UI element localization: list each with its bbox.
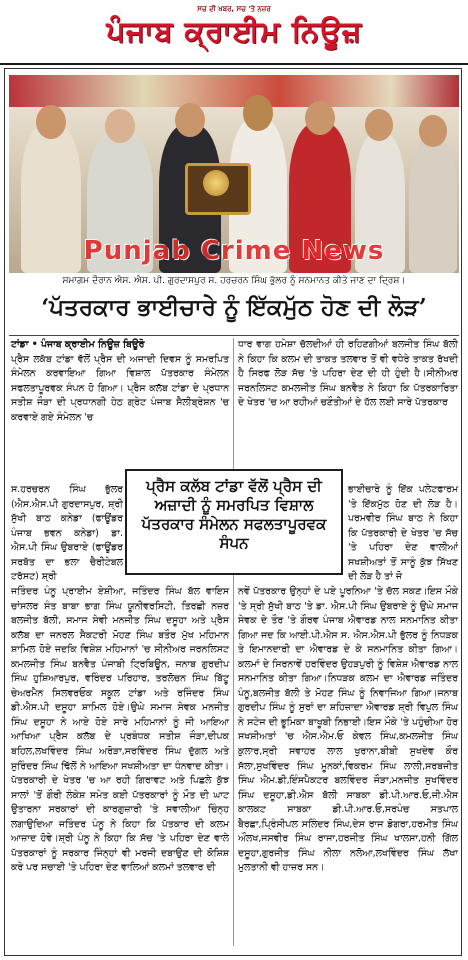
photo-caption: ਸਮਾਗਮ ਦੌਰਾਨ ਐਸ. ਐਸ. ਪੀ. ਗੁਰਦਾਸਪੁਰ ਸ. ਹਰਚਰਨ ਸਿੰਘ ਭੁੱਲਰ ਨੂੰ ਸਨਮਾਨਤ ਕੀਤੇ ਜਾਣ ਦਾ ਦ੍ਰਿਸ਼। (62, 276, 406, 286)
masthead-rule (0, 63, 468, 65)
article-byline: ਟਾਂਡਾ • ਪੰਜਾਬ ਕ੍ਰਾਈਮ ਨਿਊਜ਼ ਬਿਊਰੋ (11, 339, 145, 350)
column-divider (233, 338, 234, 946)
newspaper-logo: ਪੰਜਾਬ ਕ੍ਰਾਈਮ ਨਿਊਜ਼ (106, 14, 362, 48)
article-paragraph: ਧਾਰ ਵਾਗ ਹਮੇਸ਼ਾ ਚੱਲਦੀਆਂ ਹੀ ਰਹਿਣਗੀਆਂ ਬਲਜੀਤ ਸਿੰਘ ਬੱਲੀ ਨੇ ਕਿਹਾ ਕਿ ਕਲਮ ਦੀ ਤਾਕਤ ਤਲਵਾਰ ਤੋਂ ਵੀ ਵਧੇਰੇ ਤਾਕਤ ਰੱਖਦੀ ਹੈ ਸਿਰਫ ਲੋੜ ਸੱਚ 'ਤੇ ਪਹਿਰਾ ਦੇਣ ਦੀ ਹੀ ਹੁੰਦੀ ਹੈ।ਸੀਨੀਅਰ ਜਰਨਲਿਸਟ ਕਮਲਜੀਤ ਸਿੰਘ ਬਨਵੈਤ ਨੇ ਕਿਹਾ ਕਿ ਪੱਤਰਕਾਰਿਤਾ ਦੇ ਖੇਤਰ 'ਚ ਆ ਰਹੀਆਂ ਚਣੌਤੀਆਂ ਦੇ ਹੱਲ ਲਈ ਸਾਰੇ ਪੱਤਰਕਾਰ (238, 339, 458, 409)
article-paragraph-wrap-right: ਭਾਈਚਾਰੇ ਨੂੰ ਇੱਕ ਪਲੇਟਫਾਰਮ 'ਤੇ ਇੱਕਮੁੱਠ ਹੋਣ ਦੀ ਲੋੜ ਹੈ।ਪਰਮਵੀਰ ਸਿੰਘ ਬਾਠ ਨੇ ਕਿਹਾ ਕਿ ਪੱਤਰਕਾਰੀ ਦੇ ਖੇਤਰ 'ਚ ਸੱਚ 'ਤੇ ਪਹਿਰਾ ਦੇਣ ਵਾਲੀਆਂ ਸਖਸ਼ੀਅਤਾਂ ਤੋਂ ਸਾਨੂੰ ਕੁੱਝ ਸਿੱਖਣ ਦੀ ਲੋੜ ਹੈ ਤਾਂ ਜੋ (348, 484, 458, 583)
photo-person-head (365, 109, 393, 141)
event-photo (9, 75, 459, 273)
photo-person-head (419, 115, 447, 147)
photo-person-head (305, 101, 335, 135)
photo-person-head (105, 109, 135, 143)
article-headline: ‘ਪੱਤਰਕਾਰ ਭਾਈਚਾਰੇ ਨੂੰ ਇੱਕਮੁੱਠ ਹੋਣ ਦੀ ਲੋੜ’ (41, 294, 427, 321)
photo-person-head (36, 105, 66, 139)
headline-rule (9, 335, 459, 336)
article-paragraph-wrap-left: ਸ.ਹਰਚਰਨ ਸਿੰਘ ਭੁੱਲਰ (ਐਸ.ਐਸ.ਪੀ ਗੁਰਦਾਸਪੁਰ, ਸ਼੍ਰੀ ਸੁੱਖੀ ਬਾਠ ਕਨੇਡਾ (ਫਾਊਂਡਰ ਪੰਜਾਬ ਭਵਨ ਕਨੇਡਾ) ਡਾ. ਐਸ.ਪੀ ਸਿੰਘ ਉਬਰਾਏ (ਫਾਊਂਡਰ ਸਰਬੱਤ ਦਾ ਭਲਾ ਚੈਰੀਟੇਬਲ ਟਰੱਸਟ) ਸ਼੍ਰੀ (11, 484, 123, 583)
photo-backdrop-banner (9, 75, 459, 107)
article-column-left (11, 338, 229, 425)
award-medal-icon (203, 170, 229, 196)
photo-person-head (175, 103, 205, 137)
photo-person-head (243, 95, 273, 131)
photo-watermark: Punjab Crime News (83, 236, 385, 266)
article-column-right (238, 338, 458, 411)
pull-quote: ਪ੍ਰੈਸ ਕਲੱਬ ਟਾਂਡਾ ਵੱਲੋਂ ਪ੍ਰੈਸ ਦੀ ਅਜ਼ਾਦੀ ਨੂੰ ਸਮਰਪਿਤ ਵਿਸ਼ਾਲ ਪੱਤਰਕਾਰ ਸੰਮੇਲਨ ਸਫਲਤਾਪੂਰਵਕ ਸੰਪਨ (125, 469, 343, 575)
article-paragraph: ਜਤਿੰਦਰ ਪੰਨੂ ਪ੍ਰਾਈਮ ਏਸ਼ੀਆ, ਜਤਿੰਦਰ ਸਿੰਘ ਬੱਲ ਵਾਇਸ ਚਾਂਸਲਰ ਸੰਤ ਬਾਬਾ ਭਾਗ ਸਿੰਘ ਯੂਨੀਵਰਸਿਟੀ, ਤਿਰਛੀ ਨਜ਼ਰ ਬਲਜੀਤ ਬੱਲੀ, ਸਮਾਜ ਸੇਵੀ ਮਨਜੀਤ ਸਿੰਘ ਦਸੂਹਾ ਅਤੇ ਪ੍ਰੈਸ ਕਲੱਬ ਦਾ ਜਨਰਲ ਸੈਕਟਰੀ ਮੋਹਣ ਸਿੰਘ ਬਤੌਰ ਮੁੱਖ ਮਹਿਮਾਨ ਸ਼ਾਮਿਲ ਹੋਏ ਜਦਕਿ ਵਿਸ਼ੇਸ਼ ਮਹਿਮਾਨਾਂ 'ਚ ਸੀਨੀਅਰ ਜਰਨਲਿਸਟ ਕਮਲਜੀਤ ਸਿੰਘ ਬਨਵੈਤ ਪੰਜਾਬੀ ਟ੍ਰਿਬਿਊਨ, ਜਨਾਬ ਗੁਰਦੀਪ ਸਿੰਘ ਹੁਸ਼ਿਆਰਪੁਰ, ਵਰਿੰਦਰ ਪਰਿਹਾਰ, ਤਰਲੋਚਨ ਸਿੰਘ ਬਿੱਟੂ ਚੇਅਰਮੈਨ ਸਿਲਵਰਓਕ ਸਕੂਲ ਟਾਂਡਾ ਅਤੇ ਰਜਿੰਦਰ ਸਿੰਘ ਡੀ.ਐਸ.ਪੀ ਦਸੂਹਾ ਸ਼ਾਮਿਲ ਹੋਏ।ਉਘੇ ਸਮਾਜ ਸੇਵਕ ਮਨਜੀਤ ਸਿੰਘ ਦਸੂਹਾ ਨੇ ਆਏ ਹੋਏ ਸਾਰੇ ਮਹਿਮਾਨਾਂ ਨੂੰ ਜੀ ਆਇਆ ਆਖਿਆ ਪ੍ਰੈਸ ਕਲੱਬ ਦੇ ਪ੍ਰਬੰਧਕ ਸਤੀਸ਼ ਜੌੜਾ,ਦੀਪਕ ਬਹਿਲ,ਲਖਵਿੰਦਰ ਸਿੰਘ ਅਰੋੜਾ,ਸਰਵਿੰਦਰ ਸਿੰਘ ਦੁੱਗਲ ਅਤੇ ਸੁਰਿੰਦਰ ਸਿੰਘ ਢਿੱਲੋਂ ਨੇ ਆਇਆ ਸਖਸ਼ੀਅਤਾ ਦਾ ਧੰਨਵਾਦ ਕੀਤਾ। ਪੱਤਰਕਾਰੀ ਦੇ ਖੇਤਰ 'ਚ ਆ ਰਹੀ ਗਿਰਾਵਟ ਅਤੇ ਪਿਛਲੇ ਕੁੱਝ ਸਾਲਾਂ 'ਤੋਂ ਗੌਰੀ ਲੰਕੇਸ਼ ਸਮੇਤ ਕਈ ਪੱਤਰਕਾਰਾਂ ਨੂੰ ਮੌਤ ਦੀ ਘਾਟ ਉਤਾਰਨਾ ਸਰਕਾਰਾਂ ਦੀ ਕਾਰਗੁਜ਼ਾਰੀ 'ਤੇ ਸਵਾਲੀਆ ਚਿੰਨ੍ਹ ਲਗਾਉਦਿਆ ਜਤਿੰਦਰ ਪੰਨੂ ਨੇ ਕਿਹਾ ਕਿ ਪੱਤਕਾਰ ਦੀ ਕਲਮ ਆਜ਼ਾਦ ਹੋਵੇ।ਸ਼੍ਰੀ ਪੰਨੂ ਨੇ ਕਿਹਾ ਕਿ ਸੱਚ 'ਤੇ ਪਹਿਰਾ ਦੇਣ ਵਾਲੇ ਪੱਤਰਕਾਰਾਂ ਨੂੰ ਸਰਕਾਰ ਜਿੰਨ੍ਹਾਂ ਵੀ ਮਰਜੀ ਦਬਾਉਣ ਦੀ ਕੋਸ਼ਿਸ਼ ਕਰੇ ਪਰ ਸਚਾਈ 'ਤੇ ਪਹਿਰਾ ਦੇਣ ਵਾਲਿਆਂ ਕਲਮਾਂ ਤਲਵਾਰ ਦੀ (11, 586, 229, 874)
article-paragraph: ਪ੍ਰੈਸ ਲਕੱਬ ਟਾਂਡਾ ਵੱਲੋਂ ਪ੍ਰੈਸ ਦੀ ਅਜਾਦੀ ਦਿਵਸ ਨੂੰ ਸਮਰਪਿਤ ਸੰਮੇਲਨ ਕਰਵਾਇਆ ਗਿਆ ਵਿਸ਼ਾਲ ਪੱਤਰਕਾਰ ਸੰਮੇਲਨ ਸਫਲਤਾਪੂਰਵਕ ਸੰਪਨ ਹੋ ਗਿਆ। ਪ੍ਰੈਸ ਕਲੱਬ ਟਾਂਡਾ ਦੇ ਪ੍ਰਧਾਨ ਸਤੀਸ਼ ਜੌੜਾ ਦੀ ਪ੍ਰਧਾਨਗੀ ਹੇਠ ਗ੍ਰੇਟ ਪੰਜਾਬ ਸੈਲੀਬ੍ਰੇਸ਼ਨ 'ਚ ਕਰਵਾਏ ਗਏ ਸੰਮੇਲਨ 'ਚ (11, 353, 229, 423)
article-paragraph: ਨਵੇਂ ਪੱਤਰਕਾਰ ਉਨ੍ਹਾਂ ਦੇ ਪਏ ਪੂਰਨਿਆ 'ਤੇ ਚੱਲ ਸਕਣ।ਇਸ ਮੌਕੇ 'ਤੇ ਸ੍ਰੀ ਸੁੱਖੀ ਬਾਠ 'ਤੇ ਡਾ. ਐਸ.ਪੀ ਸਿੰਘ ਉਬਰਾਏ ਨੂੰ ਉਘੇ ਸਮਾਜ ਸੇਵਕ ਦੇ ਤੌਰ 'ਤੇ ਗੌਰਵ ਪੰਜਾਬ ਐਵਾਰਡ ਨਾਲ ਸਨਮਾਨਿਤ ਕੀਤਾ ਗਿਆ ਜਦ ਕਿ ਆਈ.ਪੀ.ਐਸ ਸ. ਐਸ.ਐਸ.ਪੀ ਭੁੱਲਰ ਨੂੰ ਨਿਧੜਕ ਤੇ ਇਮਾਨਦਾਰੀ ਦਾ ਐਵਾਰਡ ਦੇ ਕੇ ਸਨਮਾਨਿਤ ਕੀਤਾ ਗਿਆ।ਕਲਮਾਂ ਦੇ ਸਿਰਨਾਵੇਂ ਹਰਵਿੰਦਰ ਉਹੜਪੁਰੀ ਨੂੰ ਵਿਸ਼ੇਸ਼ ਐਵਾਰਡ ਨਾਲ ਸਨਮਾਨਿਤ ਕੀਤਾ ਗਿਆ।ਨਿਧੜਕ ਕਲਮ ਦਾ ਐਵਾਰਡ ਜਤਿੰਦਰ ਪੰਨੂ,ਬਲਜੀਤ ਬੱਲੀ ਤੇ ਮੋਹਣ ਸਿੰਘ ਨੂੰ ਨਿਵਾਜਿਆ ਗਿਆ।ਜਨਾਬ ਗੁਰਦੀਪ ਸਿੰਘ ਨੂੰ ਸੁਰਾਂ ਦਾ ਸ਼ਹਿਜ਼ਾਦਾ ਐਵਾਰਡ ਸ਼੍ਰੀ ਵਿਪੁਲ ਸਿੰਘ ਨੇ ਸਟੇਜ ਦੀ ਭੂਮਿਕਾ ਬਾਖੂਬੀ ਨਿਭਾਈ।ਇਸ ਮੌਕੇ 'ਤੇ ਪਹੁੰਚੀਆ ਹੋਰ ਸਖਸ਼ੀਅਤਾਂ 'ਚ ਐਸ.ਐਮ.ਓ ਕੇਵਲ ਸਿੰਘ,ਕਮਲਜੀਤ ਸਿੰਘ ਕੁਲਾਰ,ਸ੍ਰੀ ਸਵਾਹਰ ਲਾਲ ਖੁਰਾਨਾ,ਬੀਬੀ ਸੁਖਦੇਵ ਕੌਰ ਸੱਲਾ,ਸੁਖਵਿੰਦਰ ਸਿੰਘ ਮੂਨਕਾਂ,ਵਿਕਰਮ ਸਿੰਘ ਲਾਲੀ,ਸਰਬਜੀਤ ਸਿੰਘ ਐਮ.ਡੀ,ਇੰਸਪੈਕਟਰ ਬਲਵਿੰਦਰ ਜੌੜਾ,ਮਨਜੀਤ ਸੁਖਵਿੰਦਰ ਸਿੰਘ ਦਸੂਹਾ,ਡੀ.ਐਸ ਬੱਲੀ ਸਾਬਕਾ ਡੀ.ਪੀ.ਆਰ.ਓ,ਜੀ.ਐਸ ਕਾਲਕਟ ਸਾਬਕਾ ਡੀ.ਪੀ.ਆਰ.ਓ,ਸਰਪੰਚ ਸਤਪਾਲ ਬੈਰਛਾ,ਪ੍ਰਿੰਸੀਪਲ ਸਲਿੰਦਰ ਸਿੰਘ,ਦੇਸ ਰਾਜ ਡੋਗਰਾ,ਹਰਮੀਤ ਸਿੰਘ ਔਲਖ,ਜਸਵੀਰ ਸਿੰਘ ਰਾਜਾ,ਹਰਜੀਤ ਸਿੰਘ ਖਾਲਸਾ,ਹਨੀ ਗਿੱਲ ਦਸੂਹਾ,ਗੁਰਜੀਤ ਸਿੰਘ ਨੀਲਾ ਨਲੋਆ,ਲਖਵਿੰਦਰ ਸਿੰਘ ਲੱਖਾ ਮੁਲਤਾਨੀ ਵੀ ਹਾਜ਼ਰ ਸਨ। (238, 586, 458, 874)
masthead-tagline: ਸਚ ਦੀ ਖਬਰ, ਸਚ 'ਤੇ ਨਜ਼ਰ (197, 5, 271, 13)
masthead (0, 0, 468, 62)
